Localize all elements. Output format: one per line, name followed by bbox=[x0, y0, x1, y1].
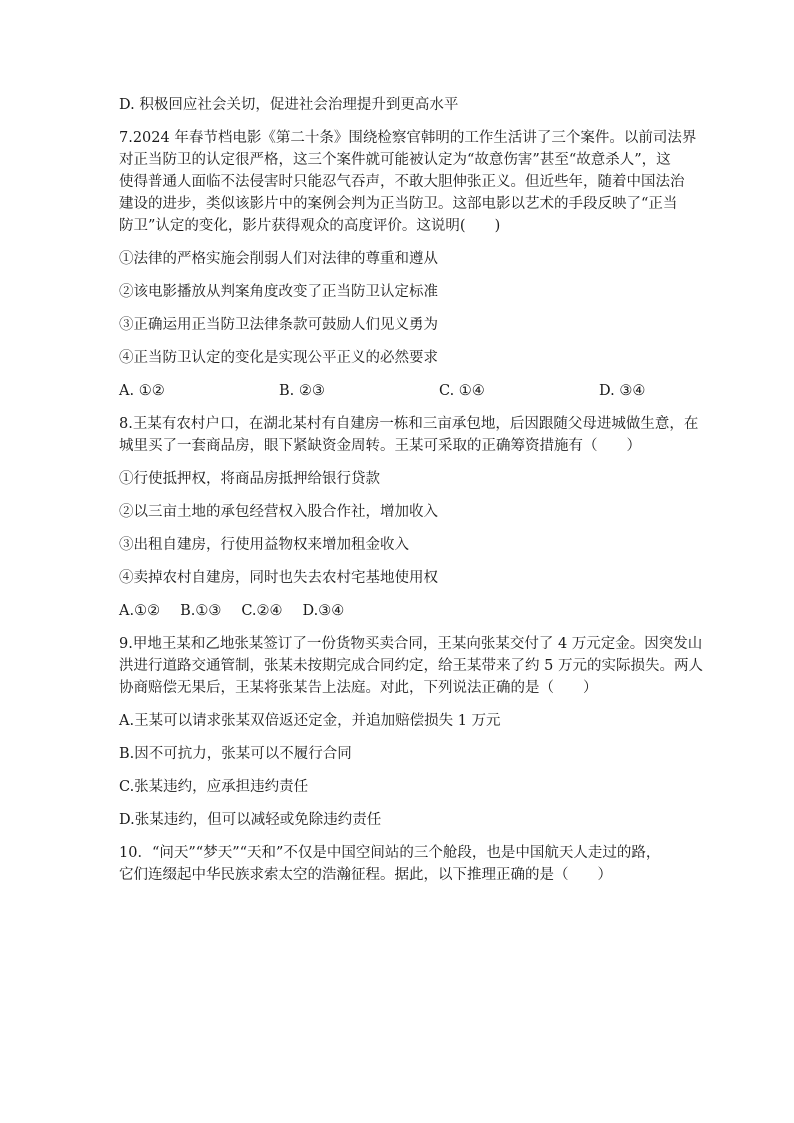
q7-statement-1: ①法律的严格实施会削弱人们对法律的尊重和遵从 bbox=[119, 251, 438, 267]
q8-options bbox=[119, 600, 679, 622]
q7-option-b: B. ②③ bbox=[279, 383, 325, 399]
q7-stem-line: 建设的进步，类似该影片中的案例会判为正当防卫。这部电影以艺术的手段反映了“正当 bbox=[119, 196, 678, 212]
q9-stem-line: 洪进行道路交通管制，张某未按期完成合同约定，给王某带来了约 5 万元的实际损失。两人 bbox=[119, 658, 703, 674]
q9-choice-b: B.因不可抗力，张某可以不履行合同 bbox=[119, 746, 352, 762]
q9-stem bbox=[119, 633, 703, 699]
q8-option-b: B.①③ bbox=[180, 603, 222, 619]
q8-stem bbox=[119, 413, 699, 457]
q8-statement-4: ④卖掉农村自建房，同时也失去农村宅基地使用权 bbox=[119, 570, 438, 586]
exam-page bbox=[119, 94, 703, 897]
q8-statement-2: ②以三亩土地的承包经营权入股合作社，增加收入 bbox=[119, 504, 438, 520]
q7-stem-line: 使得普通人面临不法侵害时只能忍气吞声，不敢大胆伸张正义。但近些年，随着中国法治 bbox=[119, 174, 685, 190]
q10-stem-line: 10．“问天”“梦天”“天和”不仅是中国空间站的三个舱段，也是中国航天人走过的路， bbox=[119, 845, 661, 861]
q9-choice-a: A.王某可以请求张某双倍返还定金，并追加赔偿损失 1 万元 bbox=[119, 713, 501, 729]
q7-statement-4: ④正当防卫认定的变化是实现公平正义的必然要求 bbox=[119, 350, 438, 366]
q6-option-d: D. 积极回应社会关切，促进社会治理提升到更高水平 bbox=[119, 97, 459, 113]
q8-option-d: D.③④ bbox=[302, 603, 345, 619]
q9-stem-line: 协商赔偿无果后，王某将张某告上法庭。对此，下列说法正确的是（ ） bbox=[119, 680, 598, 696]
q7-statement-3: ③正确运用正当防卫法律条款可鼓励人们见义勇为 bbox=[119, 317, 438, 333]
q9-choice-d: D.张某违约，但可以减轻或免除违约责任 bbox=[119, 812, 382, 828]
q10-stem-line: 它们连缀起中华民族求索太空的浩瀚征程。据此，以下推理正确的是（ ） bbox=[119, 867, 612, 883]
q7-statement-2: ②该电影播放从判案角度改变了正当防卫认定标准 bbox=[119, 284, 438, 300]
q7-options bbox=[119, 380, 679, 402]
q8-option-c: C.②④ bbox=[241, 603, 283, 619]
q7-stem-line: 防卫”认定的变化，影片获得观众的高度评价。这说明( ) bbox=[119, 218, 501, 234]
q9-choice-c: C.张某违约，应承担违约责任 bbox=[119, 779, 309, 795]
q10-stem bbox=[119, 842, 679, 886]
q8-option-a: A.①② bbox=[119, 603, 161, 619]
q8-stem-line: 城里买了一套商品房，眼下紧缺资金周转。王某可采取的正确筹资措施有（ ） bbox=[119, 438, 641, 454]
q9-stem-line: 9.甲地王某和乙地张某签订了一份货物买卖合同，王某向张某交付了 4 万元定金。因突发山 bbox=[119, 636, 703, 652]
q7-option-a: A. ①② bbox=[119, 383, 165, 399]
q7-stem-line: 对正当防卫的认定很严格，这三个案件就可能被认定为“故意伤害”甚至“故意杀人”，这 bbox=[119, 152, 671, 168]
q7-option-c: C. ①④ bbox=[439, 383, 485, 399]
q7-stem-line: 7.2024 年春节档电影《第二十条》围绕检察官韩明的工作生活讲了三个案件。以前司法界 bbox=[119, 130, 697, 146]
q8-statement-1: ①行使抵押权，将商品房抵押给银行贷款 bbox=[119, 471, 380, 487]
q8-statement-3: ③出租自建房，行使用益物权来增加租金收入 bbox=[119, 537, 409, 553]
q7-option-d: D. ③④ bbox=[599, 383, 646, 399]
q7-stem bbox=[119, 127, 697, 237]
q8-stem-line: 8.王某有农村户口，在湖北某村有自建房一栋和三亩承包地，后因跟随父母进城做生意，在 bbox=[119, 416, 699, 432]
